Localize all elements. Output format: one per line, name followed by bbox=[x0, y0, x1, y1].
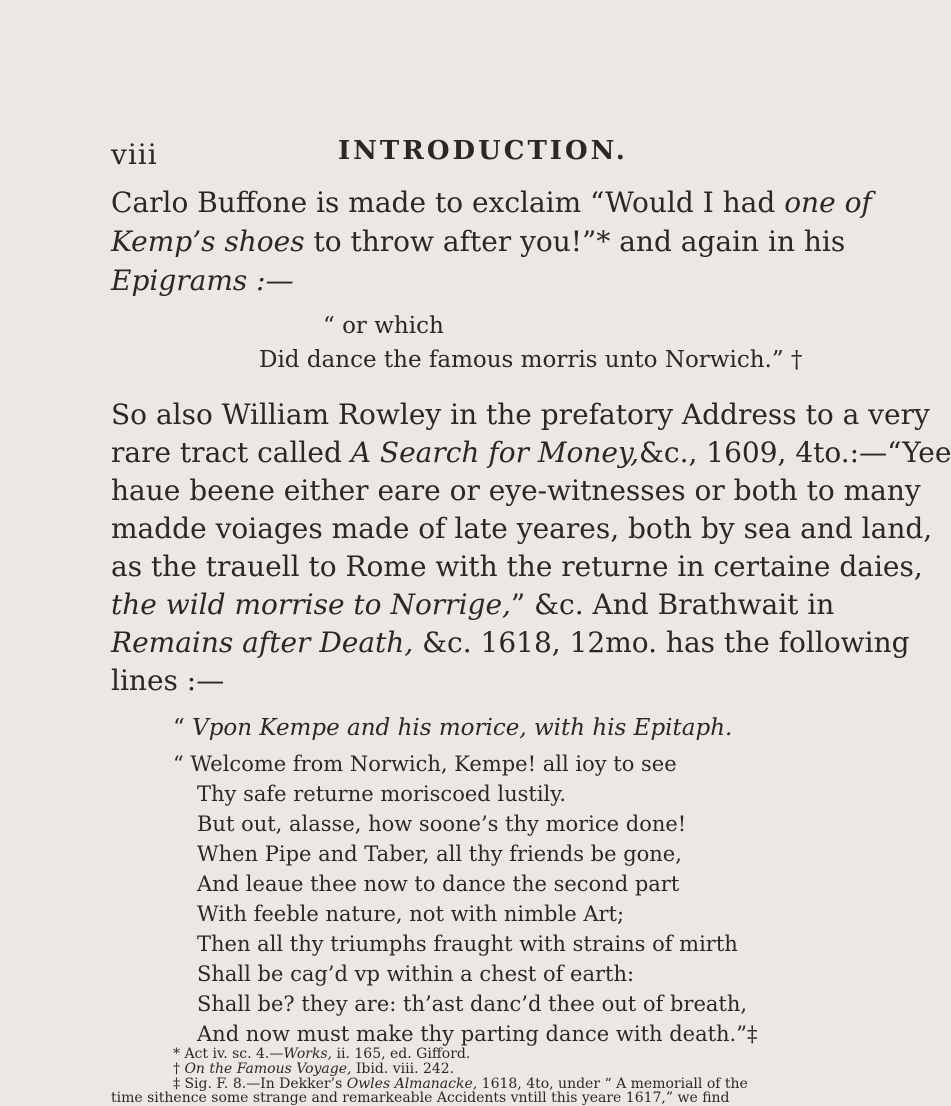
page-header bbox=[0, 132, 800, 172]
poem-line-1: “ Welcome from Norwich, Kempe! all ioy to see bbox=[173, 752, 677, 776]
para1-line-3: Epigrams :— bbox=[111, 264, 294, 297]
footnote-3-continuation: time sithence some strange and remarkeable Accidents vntill this yeare 1617,” we find bbox=[111, 1090, 730, 1106]
poem-line-10: And now must make thy parting dance with death.”‡ bbox=[197, 1022, 758, 1046]
footnote-3: ‡ Sig. F. 8.—In Dekker’s Owles Almanacke, 1618, 4to, under “ A memoriall of the bbox=[173, 1076, 748, 1092]
para2-line-5: as the trauell to Rome with the returne in certaine daies, bbox=[111, 550, 923, 583]
poem-line-3: But out, alasse, how soone’s thy morice done! bbox=[197, 812, 687, 836]
para2-line-2: rare tract called A Search for Money,&c., 1609, 4to.:—“Yee bbox=[111, 436, 951, 469]
running-title: INTRODUCTION. bbox=[338, 136, 628, 166]
poem-title: “ Vpon Kempe and his morice, with his Epitaph. bbox=[173, 715, 733, 741]
poem-line-6: With feeble nature, not with nimble Art; bbox=[197, 902, 625, 926]
para2-line-7: Remains after Death, &c. 1618, 12mo. has the following bbox=[111, 626, 910, 659]
poem-line-5: And leaue thee now to dance the second part bbox=[197, 872, 680, 896]
para2-line-1: So also William Rowley in the prefatory Address to a very bbox=[111, 398, 930, 431]
para1-line-2: Kemp’s shoes to throw after you!”* and again in his bbox=[111, 225, 846, 258]
footnote-1: * Act iv. sc. 4.—Works, ii. 165, ed. Gifford. bbox=[173, 1046, 471, 1062]
page-number: viii bbox=[111, 138, 158, 171]
footnote-2: † On the Famous Voyage, Ibid. viii. 242. bbox=[173, 1061, 455, 1077]
para2-line-4: madde voiages made of late yeares, both by sea and land, bbox=[111, 512, 933, 545]
poem-line-8: Shall be cag’d vp within a chest of earth: bbox=[197, 962, 635, 986]
para2-line-6: the wild morrise to Norrige,” &c. And Brathwait in bbox=[111, 588, 835, 621]
para2-line-8: lines :— bbox=[111, 664, 225, 697]
quote-line-1: “ or which bbox=[323, 313, 444, 339]
para2-line-3: haue beene either eare or eye-witnesses or both to many bbox=[111, 474, 921, 507]
poem-line-4: When Pipe and Taber, all thy friends be gone, bbox=[197, 842, 682, 866]
para1-line-1: Carlo Buffone is made to exclaim “Would I had one of bbox=[111, 186, 872, 219]
poem-line-7: Then all thy triumphs fraught with strains of mirth bbox=[197, 932, 738, 956]
quote-line-2: Did dance the famous morris unto Norwich.” † bbox=[259, 347, 803, 373]
poem-line-2: Thy safe returne moriscoed lustily. bbox=[197, 782, 567, 806]
poem-line-9: Shall be? they are: th’ast danc’d thee out of breath, bbox=[197, 992, 748, 1016]
